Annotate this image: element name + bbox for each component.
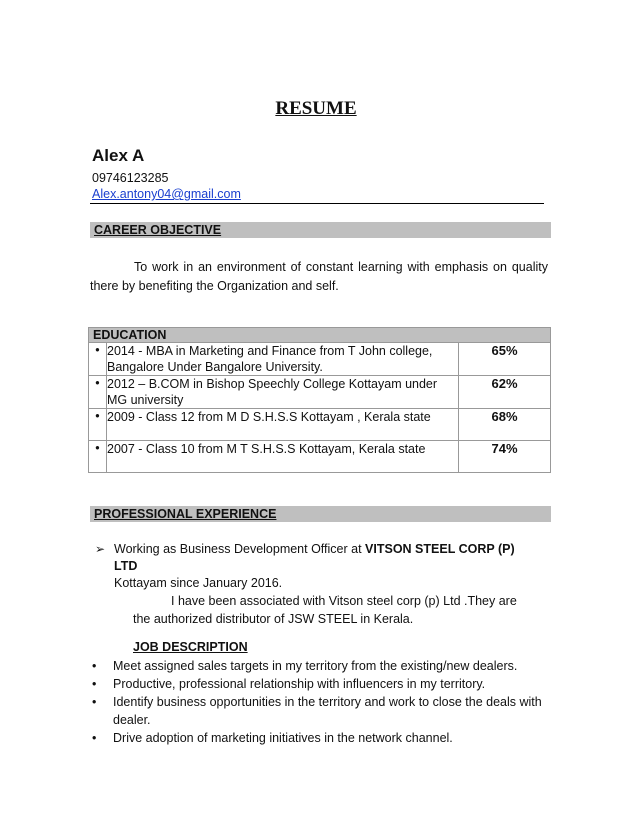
list-item: • Identify business opportunities in the territory and work to close the deals with dealer.: [92, 695, 542, 727]
education-percent: 74%: [459, 441, 551, 473]
education-row: [89, 343, 551, 376]
list-item: • Meet assigned sales targets in my territory from the existing/new dealers.: [92, 659, 518, 673]
bullet: •: [89, 441, 107, 473]
list-item: • Drive adoption of marketing initiatives in the network channel.: [92, 731, 453, 745]
candidate-name: Alex A: [92, 146, 145, 165]
bullet: •: [89, 343, 107, 376]
education-row: [89, 441, 551, 473]
education-entry: 2009 - Class 12 from M D S.H.S.S Kottayam , Kerala state: [107, 409, 459, 441]
resume-title: RESUME: [275, 98, 357, 119]
education-entry: 2007 - Class 10 from M T S.H.S.S Kottayam, Kerala state: [107, 441, 459, 473]
job-description-heading: JOB DESCRIPTION: [133, 640, 248, 654]
professional-experience-heading: PROFESSIONAL EXPERIENCE: [90, 506, 551, 522]
education-entry: 2014 - MBA in Marketing and Finance from T John college, Bangalore Under Bangalore University.: [107, 343, 459, 376]
bullet: •: [89, 376, 107, 409]
header-divider: [90, 203, 544, 204]
association-text: I have been associated with Vitson steel corp (p) Ltd .They are the authorized distributor of JSW STEEL in Kerala.: [133, 594, 517, 626]
education-percent: 68%: [459, 409, 551, 441]
bullet: •: [92, 695, 97, 709]
bullet: •: [92, 677, 97, 691]
education-table: [88, 342, 551, 473]
email-link[interactable]: Alex.antony04@gmail.com: [92, 187, 241, 201]
experience-intro-suffix: Kottayam since January 2016.: [114, 576, 283, 590]
bullet: •: [92, 731, 97, 745]
job-duties-list: [92, 657, 542, 747]
experience-intro-prefix: Working as Business Development Officer at: [114, 542, 366, 556]
career-objective-text: To work in an environment of constant learning with emphasis on quality there by benefiting the Organization and self.: [90, 260, 548, 293]
education-entry: 2012 – B.COM in Bishop Speechly College Kottayam under MG university: [107, 376, 459, 409]
career-objective-heading: CAREER OBJECTIVE: [90, 222, 551, 238]
phone-number: 09746123285: [92, 171, 169, 185]
bullet: •: [89, 409, 107, 441]
company-name: VITSON STEEL CORP (P) LTD: [114, 542, 515, 573]
experience-intro: [95, 541, 534, 592]
list-item: • Productive, professional relationship with influencers in my territory.: [92, 677, 486, 691]
education-percent: 62%: [459, 376, 551, 409]
bullet: •: [92, 659, 97, 673]
education-percent: 65%: [459, 343, 551, 376]
education-heading: EDUCATION: [88, 327, 551, 343]
education-row: [89, 409, 551, 441]
arrow-bullet-icon: ➢: [95, 542, 106, 556]
education-row: [89, 376, 551, 409]
